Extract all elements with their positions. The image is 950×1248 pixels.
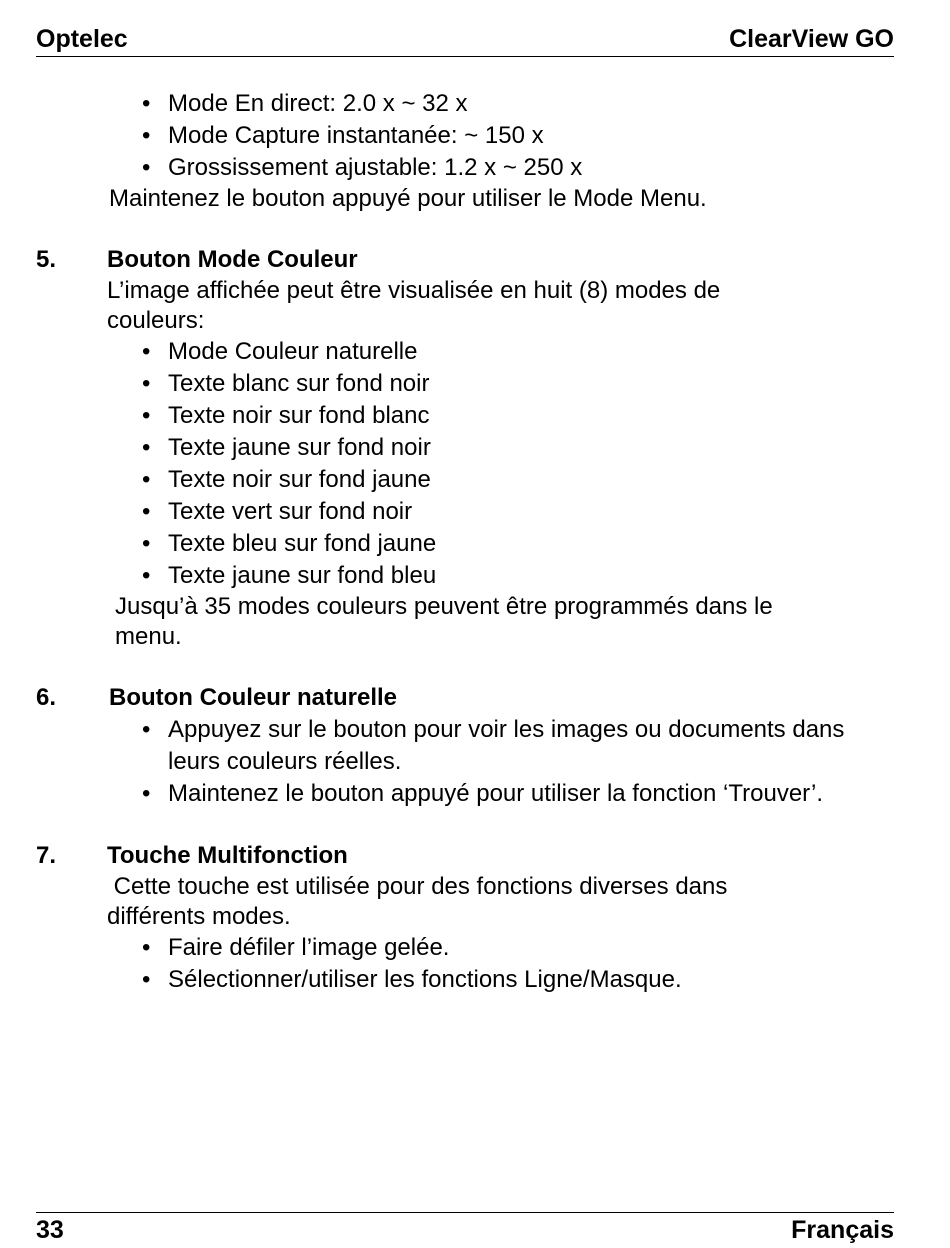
section-text: L’image affichée peut être visualisée en huit (8) modes de couleurs:: [107, 277, 721, 334]
section-number: 7.: [36, 842, 57, 869]
multifunction-list: [36, 932, 906, 996]
section-heading: [36, 840, 906, 872]
list-item: • Sélectionner/utiliser les fonctions Ligne/Masque.: [168, 964, 906, 996]
language-label: Français: [791, 1216, 894, 1244]
list-item: • Texte jaune sur fond noir: [168, 432, 906, 464]
section-color-mode: [36, 244, 906, 652]
section-number: 5.: [36, 246, 57, 273]
product-name: ClearView GO: [729, 25, 894, 53]
list-item: • Texte jaune sur fond bleu: [168, 560, 906, 592]
list-item: • Mode Capture instantanée: ~ 150 x: [168, 120, 906, 152]
list-item: • Texte vert sur fond noir: [168, 496, 906, 528]
section-natural-color: [36, 682, 906, 810]
list-item: • Texte bleu sur fond jaune: [168, 528, 906, 560]
brand-name: Optelec: [36, 25, 128, 53]
page-footer: [36, 1212, 894, 1245]
page-number: 33: [36, 1216, 64, 1244]
section-title: Bouton Couleur naturelle: [109, 684, 397, 711]
list-item: • Grossissement ajustable: 1.2 x ~ 250 x: [168, 152, 906, 184]
list-item: • Appuyez sur le bouton pour voir les images ou documents dans leurs couleurs réelles.: [168, 714, 868, 778]
list-item: • Texte noir sur fond jaune: [168, 464, 906, 496]
menu-mode-note: Maintenez le bouton appuyé pour utiliser le Mode Menu.: [109, 185, 707, 212]
natural-color-list: [36, 714, 906, 810]
list-item: • Texte noir sur fond blanc: [168, 400, 906, 432]
section-heading: [36, 682, 906, 714]
page-content: [36, 88, 906, 996]
section-text: Cette touche est utilisée pour des fonctions diverses dans différents modes.: [107, 873, 735, 930]
color-mode-list: [36, 336, 906, 592]
magnification-list: [36, 88, 906, 184]
section-number: 6.: [36, 684, 57, 711]
section-multifunction: [36, 840, 906, 996]
section-title: Bouton Mode Couleur: [107, 246, 358, 273]
list-item: • Maintenez le bouton appuyé pour utiliser la fonction ‘Trouver’.: [168, 778, 906, 810]
list-item: • Faire défiler l’image gelée.: [168, 932, 906, 964]
list-item: • Mode En direct: 2.0 x ~ 32 x: [168, 88, 906, 120]
list-item: • Mode Couleur naturelle: [168, 336, 906, 368]
section-title: Touche Multifonction: [107, 842, 348, 869]
section-heading: [36, 244, 906, 276]
section-note: Jusqu’à 35 modes couleurs peuvent être programmés dans le menu.: [115, 593, 773, 650]
page-header: [36, 24, 894, 57]
list-item: • Texte blanc sur fond noir: [168, 368, 906, 400]
